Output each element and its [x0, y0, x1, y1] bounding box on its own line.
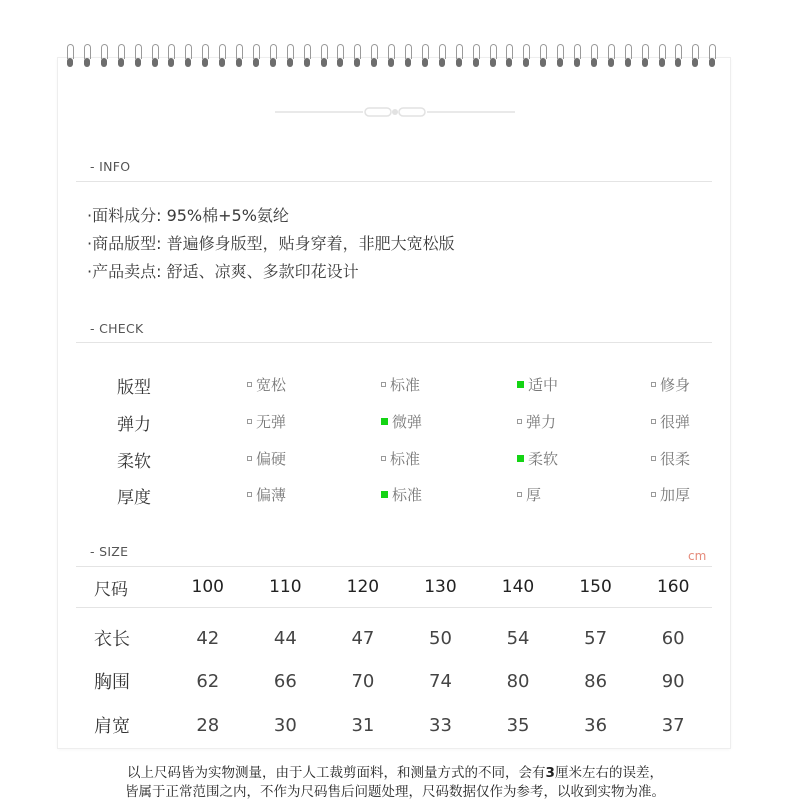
binding-ring — [573, 44, 581, 70]
size-cell: 35 — [506, 714, 530, 736]
checked-box-icon — [517, 381, 524, 388]
check-row-label: 版型 — [117, 378, 151, 398]
size-row-label: 肩宽 — [94, 716, 130, 737]
binding-ring — [100, 44, 108, 70]
binding-ring — [151, 44, 159, 70]
size-section-title: - SIZE — [90, 544, 129, 559]
binding-ring — [235, 44, 243, 70]
check-option — [651, 484, 690, 505]
check-option — [651, 411, 690, 432]
binding-ring — [303, 44, 311, 70]
binding-ring — [252, 44, 260, 70]
binding-ring — [641, 44, 649, 70]
note-bold-value: 3 — [545, 765, 555, 781]
size-header-cell: 140 — [479, 567, 557, 608]
binding-ring — [472, 44, 480, 70]
check-option — [381, 484, 422, 505]
checkbox-icon — [381, 456, 386, 461]
binding-ring — [404, 44, 412, 70]
size-cell: 90 — [661, 670, 685, 692]
check-option-label: 标准 — [390, 376, 421, 394]
check-option — [517, 374, 558, 395]
info-divider — [76, 181, 712, 182]
binding-ring — [658, 44, 666, 70]
binding-ring — [607, 44, 615, 70]
checked-box-icon — [517, 455, 524, 462]
binding-ring — [674, 44, 682, 70]
size-cell: 66 — [273, 670, 297, 692]
binding-ring — [286, 44, 294, 70]
note-text: 以上尺码皆为实物测量，由于人工裁剪面料，和测量方式的不同，会有 — [127, 765, 546, 781]
binding-ring — [522, 44, 530, 70]
checkbox-icon — [651, 492, 656, 497]
binding-ring — [218, 44, 226, 70]
binding-ring — [184, 44, 192, 70]
checkbox-icon — [517, 419, 522, 424]
divider-ornament — [275, 104, 515, 120]
check-option-label: 宽松 — [256, 376, 287, 394]
binding-ring — [353, 44, 361, 70]
checkbox-icon — [651, 456, 656, 461]
binding-ring — [66, 44, 74, 70]
check-option-label: 标准 — [390, 450, 421, 468]
binding-ring — [134, 44, 142, 70]
info-fit: ·商品版型: 普遍修身版型，贴身穿着，非肥大宽松版 — [87, 234, 455, 253]
binding-ring — [624, 44, 632, 70]
binding-ring — [455, 44, 463, 70]
check-option-label: 偏硬 — [256, 450, 287, 468]
binding-ring — [387, 44, 395, 70]
binding-ring — [167, 44, 175, 70]
checkbox-icon — [247, 492, 252, 497]
size-cell: 37 — [661, 714, 685, 736]
binding-ring — [117, 44, 125, 70]
checkbox-icon — [381, 382, 386, 387]
check-row-label: 厚度 — [117, 488, 151, 508]
size-header-cell: 100 — [169, 567, 247, 608]
size-header-cell: 130 — [402, 567, 480, 608]
size-note-line2: 皆属于正常范围之内，不作为尺码售后问题处理，尺码数据仅作为参考，以收到实物为准。 — [125, 784, 665, 800]
size-cell: 60 — [661, 627, 685, 649]
note-text: 厘米左右的误差， — [554, 765, 663, 781]
checkbox-icon — [517, 492, 522, 497]
size-cell: 47 — [351, 627, 375, 649]
check-option-label: 微弹 — [392, 413, 423, 431]
size-cell: 30 — [273, 714, 297, 736]
info-fabric: ·面料成分: 95%棉+5%氨纶 — [87, 206, 289, 225]
size-cell: 86 — [584, 670, 608, 692]
checkbox-icon — [247, 419, 252, 424]
size-header-cell: 160 — [634, 567, 712, 608]
check-option — [651, 448, 690, 469]
size-cell: 70 — [351, 670, 375, 692]
info-section-title: - INFO — [90, 159, 131, 174]
binding-ring — [489, 44, 497, 70]
binding-ring — [539, 44, 547, 70]
check-option-label: 很柔 — [660, 450, 691, 468]
check-option-label: 弹力 — [526, 413, 557, 431]
check-option — [247, 411, 286, 432]
size-cell: 57 — [584, 627, 608, 649]
size-table — [76, 566, 712, 747]
check-option — [247, 448, 286, 469]
binding-ring — [691, 44, 699, 70]
size-header-cell: 110 — [247, 567, 325, 608]
binding-ring — [269, 44, 277, 70]
size-cell: 44 — [273, 627, 297, 649]
check-divider — [76, 342, 712, 343]
check-option — [247, 374, 286, 395]
size-header-row — [76, 567, 712, 608]
check-option — [517, 448, 558, 469]
binding-ring — [370, 44, 378, 70]
check-option-label: 加厚 — [660, 486, 691, 504]
check-option — [517, 484, 541, 505]
checked-box-icon — [381, 491, 388, 498]
size-cell: 62 — [196, 670, 220, 692]
check-option — [381, 411, 422, 432]
spiral-binding — [62, 44, 726, 70]
size-cell: 50 — [429, 627, 452, 649]
check-option-label: 柔软 — [528, 450, 559, 468]
size-cell: 42 — [196, 627, 220, 649]
check-option — [651, 374, 690, 395]
check-option — [381, 374, 420, 395]
binding-ring — [556, 44, 564, 70]
size-row-label: 胸围 — [94, 672, 130, 693]
binding-ring — [421, 44, 429, 70]
size-cell: 54 — [506, 627, 530, 649]
check-row-label: 弹力 — [117, 415, 151, 435]
check-section-title: - CHECK — [90, 321, 144, 336]
binding-ring — [83, 44, 91, 70]
size-cell: 31 — [351, 714, 375, 736]
check-option — [247, 484, 286, 505]
check-option-label: 很弹 — [660, 413, 691, 431]
check-option — [517, 411, 556, 432]
binding-ring — [708, 44, 716, 70]
check-option-label: 厚 — [526, 486, 542, 504]
binding-ring — [201, 44, 209, 70]
checked-box-icon — [381, 418, 388, 425]
check-option-label: 适中 — [528, 376, 559, 394]
checkbox-icon — [651, 382, 656, 387]
size-row — [76, 608, 712, 660]
size-header-cell: 尺码 — [76, 567, 169, 608]
checkbox-icon — [651, 419, 656, 424]
check-option-label: 偏薄 — [256, 486, 287, 504]
size-row-label: 衣长 — [94, 629, 130, 650]
size-cell: 33 — [429, 714, 452, 736]
size-row — [76, 703, 712, 747]
size-header-cell: 150 — [557, 567, 635, 608]
size-cell: 74 — [429, 670, 452, 692]
binding-ring — [438, 44, 446, 70]
size-cell: 36 — [584, 714, 608, 736]
binding-ring — [590, 44, 598, 70]
check-option-label: 无弹 — [256, 413, 287, 431]
check-option — [381, 448, 420, 469]
check-row-label: 柔软 — [117, 452, 151, 472]
checkbox-icon — [247, 456, 252, 461]
checkbox-icon — [247, 382, 252, 387]
info-selling-point: ·产品卖点: 舒适、凉爽、多款印花设计 — [87, 262, 359, 281]
check-option-label: 标准 — [392, 486, 423, 504]
size-note-line1 — [60, 764, 730, 783]
size-row — [76, 659, 712, 703]
check-option-label: 修身 — [660, 376, 691, 394]
size-header-cell: 120 — [324, 567, 402, 608]
binding-ring — [505, 44, 513, 70]
binding-ring — [320, 44, 328, 70]
size-unit: cm — [688, 549, 707, 563]
size-cell: 28 — [196, 714, 220, 736]
size-cell: 80 — [506, 670, 530, 692]
binding-ring — [336, 44, 344, 70]
